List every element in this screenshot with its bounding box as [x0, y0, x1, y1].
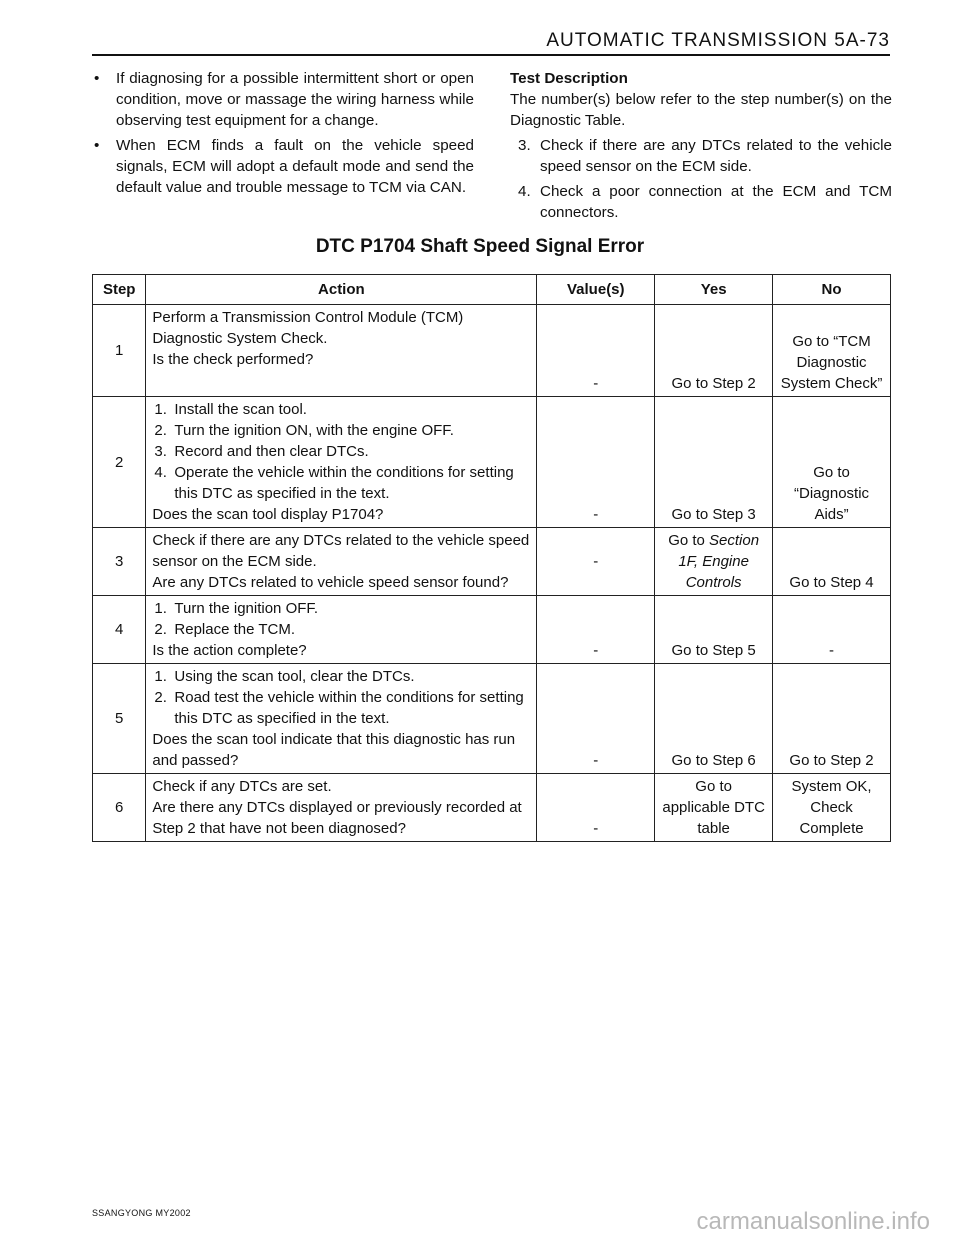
action-step-number: 2. [154, 621, 167, 638]
action-step-text: Install the scan tool. [174, 401, 307, 418]
action-question: Does the scan tool indicate that this diagnostic has run and passed? [152, 731, 516, 769]
action-step [152, 462, 530, 504]
action-step [152, 441, 530, 462]
bullet-text: When ECM finds a fault on the vehicle speed signals, ECM will adopt a default mode and send the default value and trouble message to TCM via CAN. [116, 137, 474, 196]
table-row [93, 397, 891, 528]
action-step [152, 619, 530, 640]
yes-prefix: Go to [668, 532, 710, 549]
action-step-number: 2. [154, 689, 167, 706]
test-description [510, 68, 892, 227]
table-row [93, 774, 891, 842]
action-cell [146, 397, 537, 528]
action-line: Perform a Transmission Control Module (TCM) Diagnostic System Check. [152, 309, 464, 347]
action-step [152, 399, 530, 420]
action-step-number: 2. [154, 422, 167, 439]
yes-cell [655, 528, 773, 596]
action-step-text: Turn the ignition OFF. [174, 600, 319, 617]
bullet-icon: • [94, 70, 100, 87]
no-cell: Go to “Diagnostic Aids” [773, 397, 891, 528]
test-description-item [510, 181, 892, 223]
value-cell: - [537, 774, 655, 842]
value-cell: - [537, 596, 655, 664]
bullet-text: If diagnosing for a possible intermittent short or open condition, move or massage the wiring harness while observing test equipment for a change. [116, 70, 474, 129]
header-no: No [773, 275, 891, 305]
action-step-text: Turn the ignition ON, with the engine OFF. [174, 422, 454, 439]
header-values: Value(s) [537, 275, 655, 305]
yes-cell: Go to applicable DTC table [655, 774, 773, 842]
action-question: Does the scan tool display P1704? [152, 506, 384, 523]
action-cell [146, 305, 537, 397]
action-step-text: Replace the TCM. [174, 621, 295, 638]
step-cell: 1 [93, 305, 146, 397]
no-cell: Go to Step 4 [773, 528, 891, 596]
header-action: Action [146, 275, 537, 305]
action-question: Is the check performed? [152, 351, 314, 368]
step-cell: 3 [93, 528, 146, 596]
test-description-heading: Test Description [510, 70, 628, 87]
header-step: Step [93, 275, 146, 305]
item-text: Check a poor connection at the ECM and TCM connectors. [540, 183, 892, 221]
test-description-text: The number(s) below refer to the step number(s) on the Diagnostic Table. [510, 91, 892, 129]
value-cell: - [537, 305, 655, 397]
watermark: carmanualsonline.info [696, 1208, 930, 1235]
action-step-text: Record and then clear DTCs. [174, 443, 369, 460]
item-number: 4. [518, 183, 531, 200]
value-cell: - [537, 397, 655, 528]
yes-section-ref: Section 1F, Engine Controls [678, 532, 760, 591]
action-step [152, 687, 530, 729]
action-step-number: 1. [154, 668, 167, 685]
step-cell: 2 [93, 397, 146, 528]
yes-cell: Go to Step 3 [655, 397, 773, 528]
action-step [152, 666, 530, 687]
intro-bullets [92, 68, 474, 202]
diagnostic-table [92, 274, 891, 842]
yes-cell: Go to Step 2 [655, 305, 773, 397]
bullet-icon: • [94, 137, 100, 154]
action-line: Check if there are any DTCs related to the vehicle speed sensor on the ECM side. [152, 532, 530, 570]
bullet-item [92, 68, 474, 131]
table-header-row [93, 275, 891, 305]
action-cell [146, 528, 537, 596]
action-step [152, 420, 530, 441]
step-cell: 4 [93, 596, 146, 664]
no-cell: Go to Step 2 [773, 664, 891, 774]
action-step-number: 1. [154, 401, 167, 418]
bullet-item [92, 135, 474, 198]
action-question: Is the action complete? [152, 642, 307, 659]
action-step-text: Using the scan tool, clear the DTCs. [174, 668, 415, 685]
item-text: Check if there are any DTCs related to the vehicle speed sensor on the ECM side. [540, 137, 892, 175]
no-cell: - [773, 596, 891, 664]
footer-model: SSANGYONG MY2002 [92, 1208, 191, 1218]
table-row [93, 664, 891, 774]
yes-cell: Go to Step 5 [655, 596, 773, 664]
page-header-title: AUTOMATIC TRANSMISSION 5A-73 [546, 30, 890, 51]
action-cell [146, 664, 537, 774]
no-cell: System OK, Check Complete [773, 774, 891, 842]
action-step-number: 1. [154, 600, 167, 617]
no-cell: Go to “TCM Diagnostic System Check” [773, 305, 891, 397]
action-cell [146, 774, 537, 842]
action-step-number: 3. [154, 443, 167, 460]
action-step-text: Operate the vehicle within the conditions for setting this DTC as specified in the text. [174, 464, 514, 502]
step-cell: 5 [93, 664, 146, 774]
table-row [93, 596, 891, 664]
value-cell: - [537, 664, 655, 774]
table-row [93, 528, 891, 596]
action-cell [146, 596, 537, 664]
action-question: Are any DTCs related to vehicle speed sensor found? [152, 574, 509, 591]
table-row [93, 305, 891, 397]
action-question: Are there any DTCs displayed or previously recorded at Step 2 that have not been diagnosed? [152, 799, 522, 837]
header-yes: Yes [655, 275, 773, 305]
yes-cell: Go to Step 6 [655, 664, 773, 774]
header-rule [92, 54, 890, 56]
table-title: DTC P1704 Shaft Speed Signal Error [315, 236, 645, 257]
test-description-item [510, 135, 892, 177]
step-cell: 6 [93, 774, 146, 842]
item-number: 3. [518, 137, 531, 154]
action-step-number: 4. [154, 464, 167, 481]
value-cell: - [537, 528, 655, 596]
action-step [152, 598, 530, 619]
action-step-text: Road test the vehicle within the conditions for setting this DTC as specified in the text. [174, 689, 524, 727]
action-line: Check if any DTCs are set. [152, 778, 332, 795]
